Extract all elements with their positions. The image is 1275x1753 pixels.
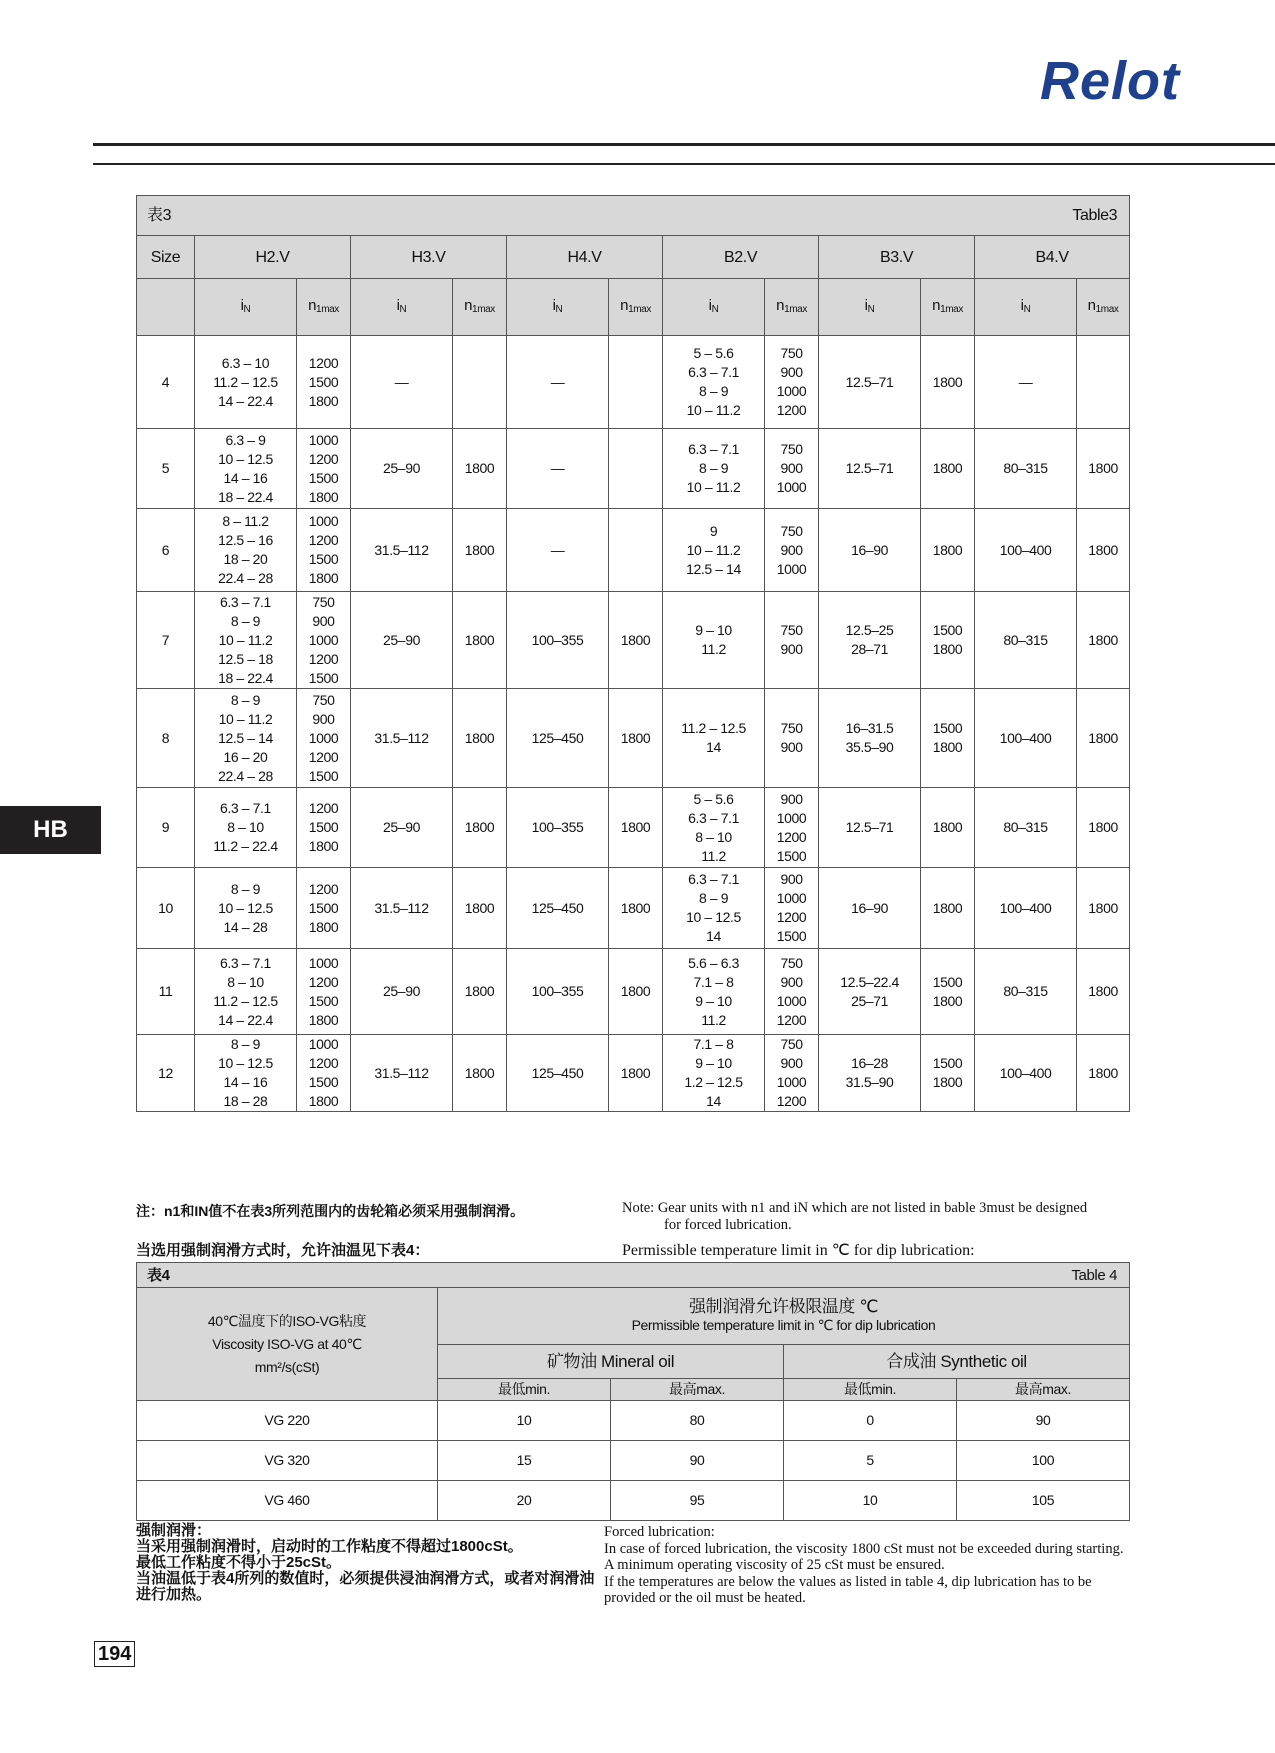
viscosity-header-en: Viscosity ISO-VG at 40℃ xyxy=(212,1335,362,1352)
ratio-cell: — xyxy=(507,429,609,509)
speed-cell: 1800 xyxy=(921,509,975,592)
viscosity-header xyxy=(137,1288,438,1401)
synthetic-oil-header: 合成油 Synthetic oil xyxy=(784,1345,1130,1379)
permissible-header xyxy=(438,1288,1130,1345)
table3-caption-cn: 表3 xyxy=(137,196,663,236)
ratio-cell: 80–315 xyxy=(975,788,1077,868)
viscosity-grade-cell: VG 460 xyxy=(137,1481,438,1521)
speed-subheader: $n_{1max}$ xyxy=(765,279,819,336)
ratio-cell: 125–450 xyxy=(507,1035,609,1112)
table-row xyxy=(137,1035,1130,1112)
speed-cell: 1000 1200 1500 1800 xyxy=(297,509,351,592)
speed-cell: 750 900 1000 1200 xyxy=(765,336,819,429)
table-4 xyxy=(136,1262,1130,1521)
ratio-cell: 12.5–71 xyxy=(819,336,921,429)
speed-cell: 1800 xyxy=(453,429,507,509)
speed-cell: 1800 xyxy=(1077,788,1130,868)
note-en-line-2: for forced lubrication. xyxy=(664,1217,792,1233)
ratio-cell: 6.3 – 10 11.2 – 12.5 14 – 22.4 xyxy=(195,336,297,429)
ratio-cell: 8 – 9 10 – 12.5 14 – 16 18 – 28 xyxy=(195,1035,297,1112)
speed-cell: 1800 xyxy=(609,689,663,788)
ratio-cell: 9 10 – 11.2 12.5 – 14 xyxy=(663,509,765,592)
ratio-subheader: $i_N$ xyxy=(507,279,609,336)
ratio-cell: 100–355 xyxy=(507,592,609,689)
ratio-cell: 25–90 xyxy=(351,592,453,689)
speed-cell xyxy=(609,509,663,592)
header-rule-bottom xyxy=(93,163,1275,165)
size-cell: 6 xyxy=(137,509,195,592)
page-number: 194 xyxy=(94,1641,135,1667)
temperature-cell: 80 xyxy=(611,1401,784,1441)
ratio-cell: 31.5–112 xyxy=(351,868,453,949)
permissible-title-cn: 当选用强制润滑方式时，允许油温见下表4： xyxy=(136,1242,430,1259)
speed-cell: 1200 1500 1800 xyxy=(297,868,351,949)
speed-cell: 1800 xyxy=(609,1035,663,1112)
speed-cell: 750 900 1000 xyxy=(765,509,819,592)
table-row xyxy=(137,689,1130,788)
ratio-cell: 6.3 – 9 10 – 12.5 14 – 16 18 – 22.4 xyxy=(195,429,297,509)
viscosity-header-cn: 40℃温度下的ISO-VG粘度 xyxy=(207,1312,367,1329)
speed-cell: 1800 xyxy=(609,592,663,689)
temperature-cell: 5 xyxy=(784,1441,957,1481)
speed-cell: 1000 1200 1500 1800 xyxy=(297,1035,351,1112)
speed-cell: 1800 xyxy=(453,592,507,689)
size-cell: 12 xyxy=(137,1035,195,1112)
group-header: B4.V xyxy=(975,236,1130,279)
ratio-cell: 5 – 5.6 6.3 – 7.1 8 – 10 11.2 xyxy=(663,788,765,868)
ratio-subheader: $i_N$ xyxy=(819,279,921,336)
speed-cell: 1800 xyxy=(1077,949,1130,1035)
ratio-cell: 6.3 – 7.1 8 – 10 11.2 – 22.4 xyxy=(195,788,297,868)
size-subheader-blank xyxy=(137,279,195,336)
forced-en-line: If the temperatures are below the values as listed in table 4, dip lubrication has to be provided or the oil must be heated. xyxy=(604,1573,1092,1606)
group-header: B2.V xyxy=(663,236,819,279)
ratio-cell: 80–315 xyxy=(975,949,1077,1035)
ratio-cell: 12.5–71 xyxy=(819,429,921,509)
ratio-subheader: $i_N$ xyxy=(975,279,1077,336)
size-cell: 11 xyxy=(137,949,195,1035)
size-cell: 7 xyxy=(137,592,195,689)
viscosity-grade-cell: VG 220 xyxy=(137,1401,438,1441)
speed-subheader: $n_{1max}$ xyxy=(453,279,507,336)
permissible-header-cn: 强制润滑允许极限温度 ℃ xyxy=(689,1297,879,1316)
ratio-cell: 31.5–112 xyxy=(351,509,453,592)
ratio-subheader: $i_N$ xyxy=(663,279,765,336)
speed-cell: 1000 1200 1500 1800 xyxy=(297,429,351,509)
speed-cell: 1200 1500 1800 xyxy=(297,336,351,429)
ratio-cell: 16–31.5 35.5–90 xyxy=(819,689,921,788)
speed-subheader: $n_{1max}$ xyxy=(297,279,351,336)
group-header: H3.V xyxy=(351,236,507,279)
speed-cell: 750 900 1000 1200 xyxy=(765,949,819,1035)
temperature-cell: 90 xyxy=(957,1401,1130,1441)
ratio-cell: 12.5–25 28–71 xyxy=(819,592,921,689)
speed-cell: 1800 xyxy=(921,429,975,509)
ratio-cell: 100–355 xyxy=(507,949,609,1035)
speed-cell xyxy=(1077,336,1130,429)
size-header: Size xyxy=(137,236,195,279)
ratio-cell: — xyxy=(507,509,609,592)
ratio-cell: 9 – 10 11.2 xyxy=(663,592,765,689)
speed-subheader: $n_{1max}$ xyxy=(1077,279,1130,336)
table4-caption-en: Table 4 xyxy=(611,1263,1130,1288)
forced-cn-line: 最低工作粘度不得小于25cSt。 xyxy=(136,1554,342,1571)
size-cell: 10 xyxy=(137,868,195,949)
ratio-cell: 6.3 – 7.1 8 – 10 11.2 – 12.5 14 – 22.4 xyxy=(195,949,297,1035)
speed-cell: 1800 xyxy=(1077,1035,1130,1112)
speed-cell: 1500 1800 xyxy=(921,1035,975,1112)
brand-logo: Relot xyxy=(1040,51,1180,111)
speed-cell: 750 900 xyxy=(765,592,819,689)
ratio-cell: 6.3 – 7.1 8 – 9 10 – 12.5 14 xyxy=(663,868,765,949)
ratio-subheader: $i_N$ xyxy=(351,279,453,336)
min-header: 最低min. xyxy=(784,1379,957,1401)
table-row xyxy=(137,949,1130,1035)
ratio-cell: 16–90 xyxy=(819,509,921,592)
ratio-cell: — xyxy=(507,336,609,429)
temperature-cell: 20 xyxy=(438,1481,611,1521)
forced-lubrication-cn xyxy=(136,1523,606,1603)
table-3 xyxy=(136,195,1130,1112)
table-row xyxy=(137,592,1130,689)
speed-cell: 900 1000 1200 1500 xyxy=(765,788,819,868)
ratio-cell: 7.1 – 8 9 – 10 1.2 – 12.5 14 xyxy=(663,1035,765,1112)
forced-cn-line: 强制润滑： xyxy=(136,1522,212,1539)
speed-cell: 1800 xyxy=(921,788,975,868)
speed-cell: 1800 xyxy=(609,868,663,949)
viscosity-grade-cell: VG 320 xyxy=(137,1441,438,1481)
ratio-cell: — xyxy=(975,336,1077,429)
size-cell: 5 xyxy=(137,429,195,509)
section-tab: HB xyxy=(0,806,101,854)
ratio-cell: 31.5–112 xyxy=(351,689,453,788)
note-cn: 注：n1和IN值不在表3所列范围内的齿轮箱必须采用强制润滑。 xyxy=(136,1203,525,1219)
speed-cell xyxy=(453,336,507,429)
ratio-cell: 25–90 xyxy=(351,788,453,868)
speed-cell: 1800 xyxy=(609,788,663,868)
ratio-cell: 8 – 9 10 – 12.5 14 – 28 xyxy=(195,868,297,949)
speed-cell: 1800 xyxy=(453,509,507,592)
group-header: H4.V xyxy=(507,236,663,279)
ratio-cell: 6.3 – 7.1 8 – 9 10 – 11.2 12.5 – 18 18 – 22.4 xyxy=(195,592,297,689)
permissible-title-en: Permissible temperature limit in ℃ for dip lubrication: xyxy=(622,1242,975,1259)
viscosity-header-unit: mm²/s(cSt) xyxy=(254,1358,320,1375)
min-header: 最低min. xyxy=(438,1379,611,1401)
temperature-cell: 15 xyxy=(438,1441,611,1481)
table-row xyxy=(137,1401,1130,1441)
mineral-oil-header: 矿物油 Mineral oil xyxy=(438,1345,784,1379)
ratio-cell: 125–450 xyxy=(507,689,609,788)
temperature-cell: 90 xyxy=(611,1441,784,1481)
ratio-cell: 8 – 9 10 – 11.2 12.5 – 14 16 – 20 22.4 – 28 xyxy=(195,689,297,788)
table-row xyxy=(137,788,1130,868)
ratio-cell: 5 – 5.6 6.3 – 7.1 8 – 9 10 – 11.2 xyxy=(663,336,765,429)
forced-en-line: In case of forced lubrication, the viscosity 1800 cSt must not be exceeded during starting. xyxy=(604,1540,1124,1557)
speed-cell: 900 1000 1200 1500 xyxy=(765,868,819,949)
speed-cell: 1800 xyxy=(453,868,507,949)
speed-subheader: $n_{1max}$ xyxy=(921,279,975,336)
ratio-cell: 11.2 – 12.5 14 xyxy=(663,689,765,788)
ratio-cell: 100–400 xyxy=(975,868,1077,949)
ratio-cell: 100–355 xyxy=(507,788,609,868)
speed-subheader: $n_{1max}$ xyxy=(609,279,663,336)
speed-cell: 1200 1500 1800 xyxy=(297,788,351,868)
temperature-cell: 100 xyxy=(957,1441,1130,1481)
ratio-cell: 31.5–112 xyxy=(351,1035,453,1112)
speed-cell: 750 900 xyxy=(765,689,819,788)
table-row xyxy=(137,429,1130,509)
speed-cell: 1800 xyxy=(1077,429,1130,509)
ratio-cell: 100–400 xyxy=(975,689,1077,788)
forced-lubrication-en xyxy=(604,1524,1144,1607)
forced-en-line: Forced lubrication: xyxy=(604,1524,715,1540)
ratio-cell: 8 – 11.2 12.5 – 16 18 – 20 22.4 – 28 xyxy=(195,509,297,592)
speed-cell: 1800 xyxy=(921,336,975,429)
table-row xyxy=(137,509,1130,592)
ratio-cell: 80–315 xyxy=(975,592,1077,689)
max-header: 最高max. xyxy=(611,1379,784,1401)
ratio-cell: 80–315 xyxy=(975,429,1077,509)
note-en xyxy=(622,1200,1132,1234)
ratio-cell: 12.5–71 xyxy=(819,788,921,868)
speed-cell: 1800 xyxy=(1077,689,1130,788)
forced-cn-line: 当采用强制润滑时，启动时的工作粘度不得超过1800cSt。 xyxy=(136,1538,523,1555)
group-header: B3.V xyxy=(819,236,975,279)
ratio-cell: 16–28 31.5–90 xyxy=(819,1035,921,1112)
temperature-cell: 10 xyxy=(438,1401,611,1441)
speed-cell: 1800 xyxy=(453,689,507,788)
table-row xyxy=(137,1481,1130,1521)
ratio-cell: 12.5–22.4 25–71 xyxy=(819,949,921,1035)
ratio-cell: 5.6 – 6.3 7.1 – 8 9 – 10 11.2 xyxy=(663,949,765,1035)
ratio-cell: — xyxy=(351,336,453,429)
speed-cell xyxy=(609,429,663,509)
speed-cell: 1800 xyxy=(609,949,663,1035)
speed-cell: 1500 1800 xyxy=(921,949,975,1035)
header-rule-top xyxy=(93,143,1275,146)
group-header: H2.V xyxy=(195,236,351,279)
ratio-cell: 16–90 xyxy=(819,868,921,949)
table-row xyxy=(137,336,1130,429)
ratio-cell: 100–400 xyxy=(975,509,1077,592)
speed-cell: 1800 xyxy=(1077,509,1130,592)
speed-cell: 1800 xyxy=(453,949,507,1035)
speed-cell: 750 900 1000 xyxy=(765,429,819,509)
ratio-subheader: $i_N$ xyxy=(195,279,297,336)
ratio-cell: 25–90 xyxy=(351,429,453,509)
speed-cell: 1800 xyxy=(453,1035,507,1112)
temperature-cell: 105 xyxy=(957,1481,1130,1521)
speed-cell: 750 900 1000 1200 xyxy=(765,1035,819,1112)
size-cell: 8 xyxy=(137,689,195,788)
speed-cell: 1500 1800 xyxy=(921,689,975,788)
speed-cell: 750 900 1000 1200 1500 xyxy=(297,592,351,689)
table3-caption-en: Table3 xyxy=(663,196,1130,236)
table4-caption-cn: 表4 xyxy=(137,1263,611,1288)
temperature-cell: 95 xyxy=(611,1481,784,1521)
ratio-cell: 6.3 – 7.1 8 – 9 10 – 11.2 xyxy=(663,429,765,509)
temperature-cell: 10 xyxy=(784,1481,957,1521)
forced-en-line: A minimum operating viscosity of 25 cSt must be ensured. xyxy=(604,1557,945,1573)
forced-cn-line: 当油温低于表4所列的数值时，必须提供浸油润滑方式，或者对润滑油进行加热。 xyxy=(136,1570,595,1603)
permissible-header-en: Permissible temperature limit in ℃ for dip lubrication xyxy=(631,1317,936,1333)
max-header: 最高max. xyxy=(957,1379,1130,1401)
speed-cell: 750 900 1000 1200 1500 xyxy=(297,689,351,788)
ratio-cell: 125–450 xyxy=(507,868,609,949)
temperature-cell: 0 xyxy=(784,1401,957,1441)
speed-cell: 1500 1800 xyxy=(921,592,975,689)
table-row xyxy=(137,1441,1130,1481)
speed-cell: 1000 1200 1500 1800 xyxy=(297,949,351,1035)
size-cell: 4 xyxy=(137,336,195,429)
speed-cell: 1800 xyxy=(921,868,975,949)
size-cell: 9 xyxy=(137,788,195,868)
ratio-cell: 25–90 xyxy=(351,949,453,1035)
speed-cell: 1800 xyxy=(453,788,507,868)
ratio-cell: 100–400 xyxy=(975,1035,1077,1112)
table-row xyxy=(137,868,1130,949)
speed-cell: 1800 xyxy=(1077,868,1130,949)
speed-cell: 1800 xyxy=(1077,592,1130,689)
note-en-line-1: Note: Gear units with n1 and iN which are not listed in bable 3must be designed xyxy=(622,1200,1088,1216)
speed-cell xyxy=(609,336,663,429)
